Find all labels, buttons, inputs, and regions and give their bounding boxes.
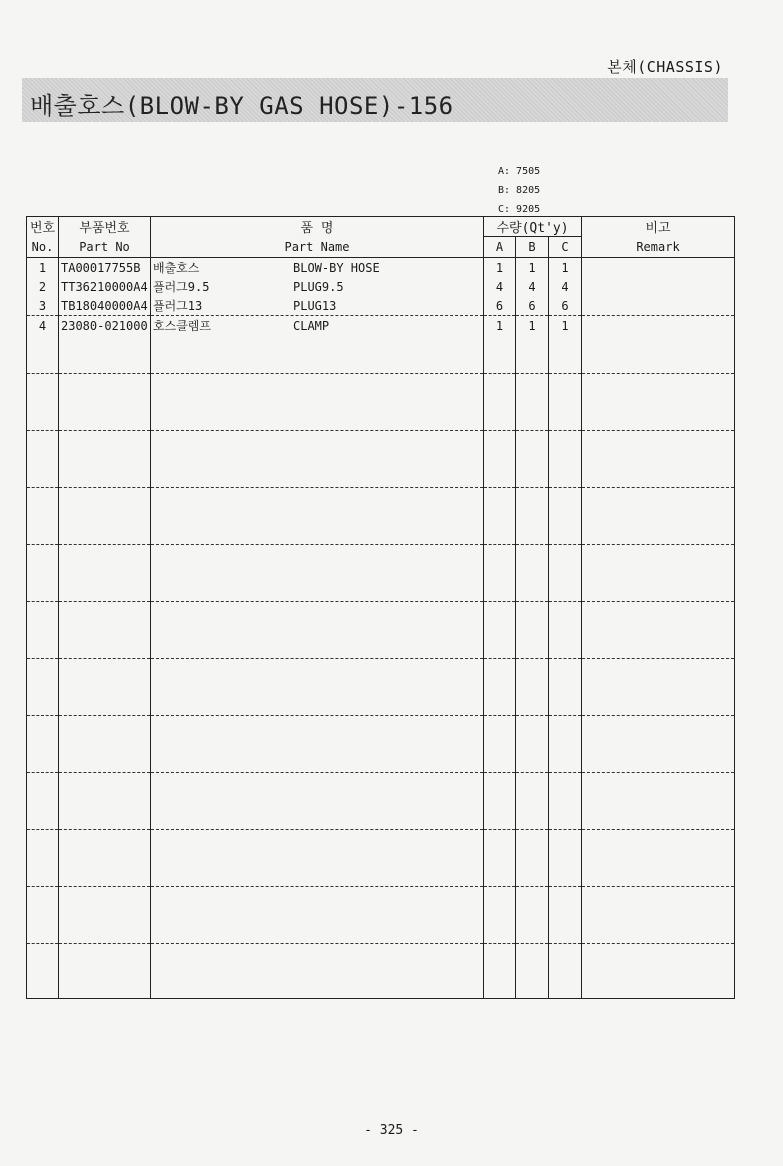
row-part-no: TA00017755B (59, 258, 151, 278)
table-row (27, 316, 735, 336)
row-qty-b: 1 (516, 316, 549, 336)
row-no: 1 (27, 258, 59, 278)
row-name-en: BLOW-BY HOSE (293, 261, 380, 275)
header-qty-b: B (516, 237, 549, 258)
empty-row (27, 544, 735, 601)
row-part-no: TB18040000A4 (59, 296, 151, 316)
row-qty-b: 1 (516, 258, 549, 278)
table-row (27, 296, 735, 316)
page-title: 배출호스(BLOW-BY GAS HOSE)-156 (30, 92, 454, 120)
parts-table (26, 216, 735, 999)
model-a: A: 7505 (498, 166, 541, 177)
row-qty-a: 4 (484, 277, 516, 296)
row-part-no: TT36210000A4 (59, 277, 151, 296)
header-qty-a: A (484, 237, 516, 258)
row-name-en: PLUG13 (293, 299, 337, 313)
row-qty-a: 1 (484, 316, 516, 336)
row-no: 2 (27, 277, 59, 296)
header-remark-en: Remark (582, 237, 735, 258)
empty-row (27, 601, 735, 658)
empty-row (27, 772, 735, 829)
header-part-no-en: Part No (59, 237, 151, 258)
row-name-ko: 호스클렘프 (153, 319, 211, 333)
row-name-en: PLUG9.5 (293, 280, 344, 294)
row-remark (582, 316, 735, 336)
row-no: 4 (27, 316, 59, 336)
empty-row (27, 430, 735, 487)
header-no-ko: 번호 (27, 217, 59, 237)
empty-row (27, 829, 735, 886)
row-name (151, 277, 484, 296)
row-qty-c: 1 (549, 258, 582, 278)
empty-row (27, 335, 735, 373)
header-no-en: No. (27, 237, 59, 258)
header-name-ko: 품 명 (151, 217, 484, 237)
empty-row (27, 487, 735, 544)
empty-row (27, 373, 735, 430)
page-number: - 325 - (364, 1123, 419, 1138)
row-remark (582, 277, 735, 296)
row-remark (582, 258, 735, 278)
empty-row (27, 715, 735, 772)
header-qty-c: C (549, 237, 582, 258)
row-name (151, 296, 484, 316)
row-qty-a: 1 (484, 258, 516, 278)
header-part-no-ko: 부품번호 (59, 217, 151, 237)
row-qty-c: 6 (549, 296, 582, 316)
row-qty-a: 6 (484, 296, 516, 316)
row-name-ko: 플러그13 (153, 299, 203, 313)
row-no: 3 (27, 296, 59, 316)
empty-row (27, 658, 735, 715)
table-row (27, 277, 735, 296)
model-list (498, 162, 540, 219)
row-name-ko: 배출호스 (153, 261, 200, 275)
header-qty: 수량(Qt'y) (484, 217, 582, 237)
row-name (151, 258, 484, 278)
row-qty-c: 4 (549, 277, 582, 296)
row-name-en: CLAMP (293, 319, 330, 333)
empty-row (27, 943, 735, 998)
row-qty-b: 6 (516, 296, 549, 316)
parts-table-body (27, 258, 735, 999)
header-name-en: Part Name (151, 237, 484, 258)
row-name (151, 316, 484, 336)
row-qty-c: 1 (549, 316, 582, 336)
row-remark (582, 296, 735, 316)
row-part-no: 23080-021000 (59, 316, 151, 336)
header-remark-ko: 비고 (582, 217, 735, 237)
empty-row (27, 886, 735, 943)
model-b: B: 8205 (498, 185, 541, 196)
table-row (27, 258, 735, 278)
row-name-ko: 플러그9.5 (153, 280, 210, 294)
model-c: C: 9205 (498, 204, 541, 215)
section-label: 본체(CHASSIS) (607, 58, 723, 76)
row-qty-b: 4 (516, 277, 549, 296)
